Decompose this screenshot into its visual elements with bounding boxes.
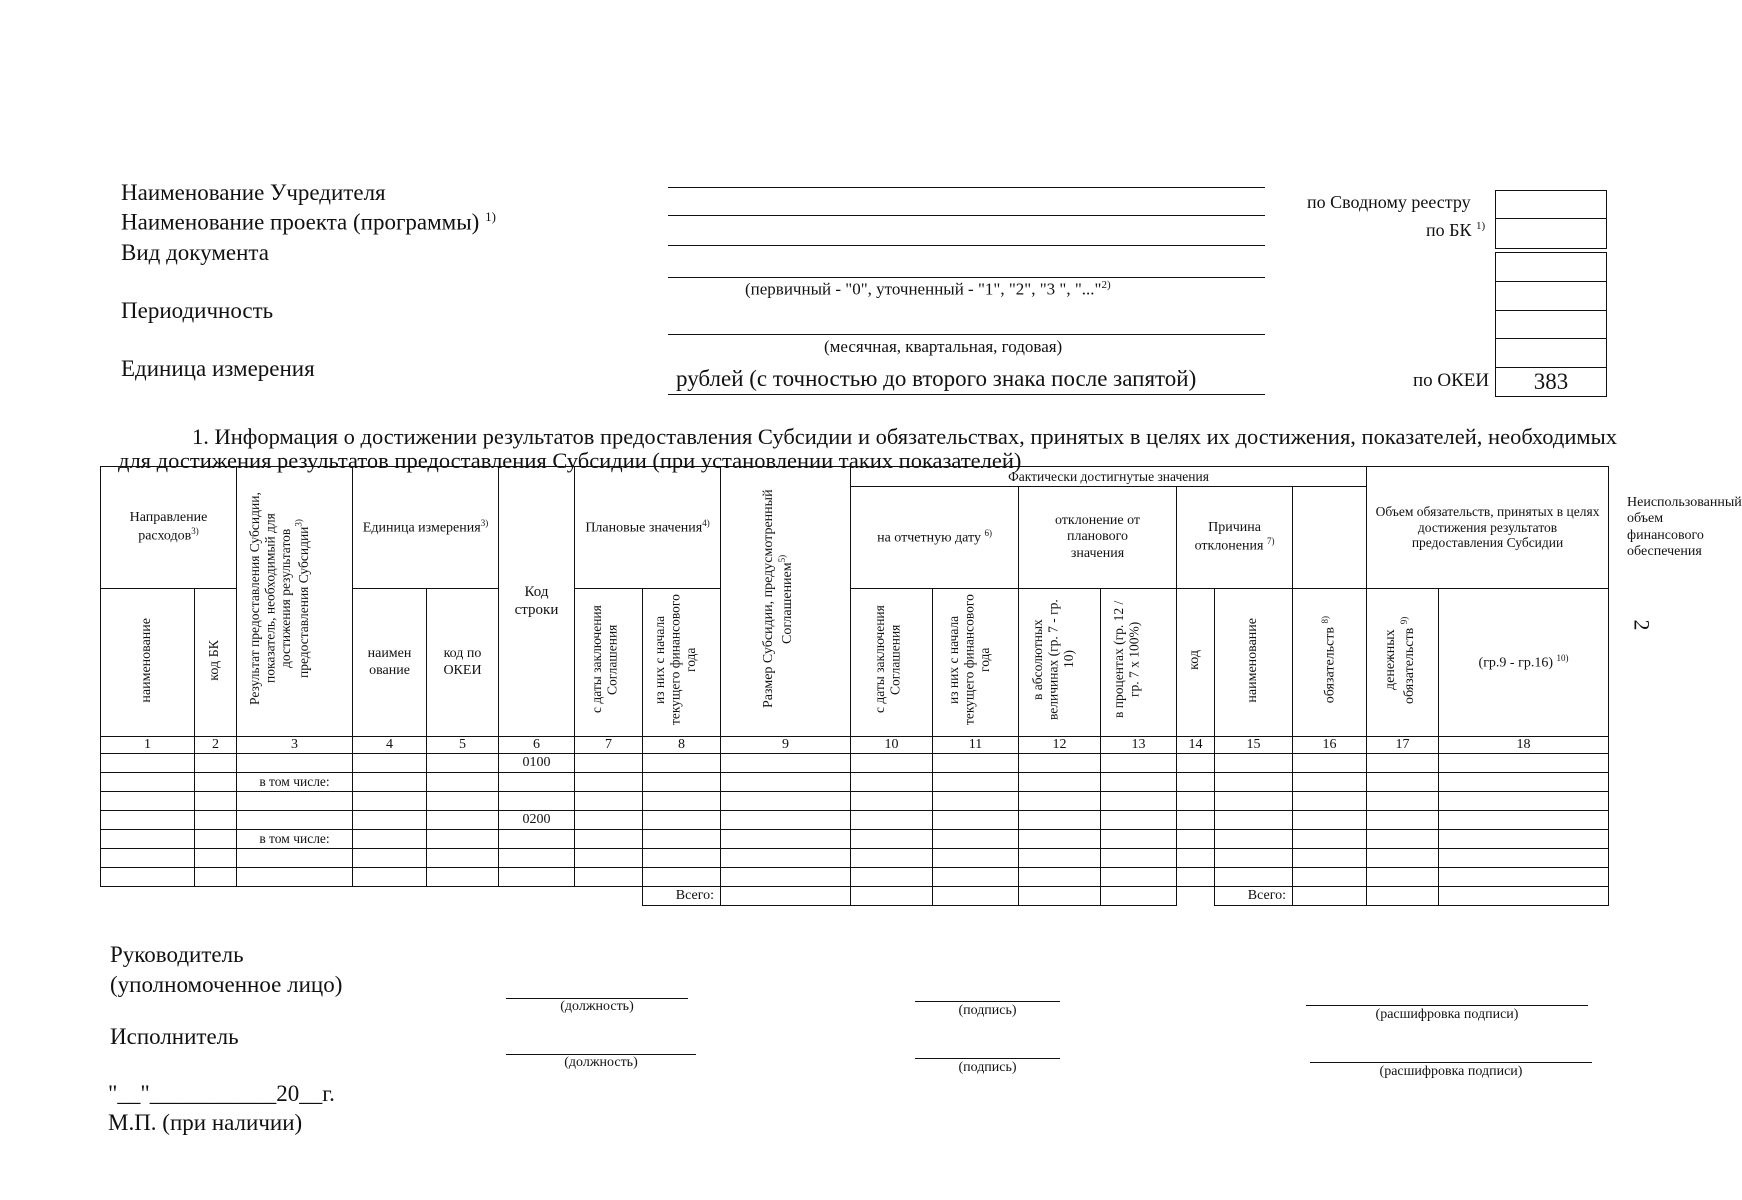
executor-position-caption: (должность): [564, 1055, 638, 1070]
row-code-0200: 0200: [499, 811, 575, 830]
founder-label: Наименование Учредителя: [121, 180, 386, 205]
project-line[interactable]: [668, 215, 1265, 216]
header-at-date: на отчетную дату $^{6)}$: [851, 487, 1019, 589]
total-label-plan: Всего:: [643, 887, 721, 906]
col-number: 5: [427, 737, 499, 754]
section-title: 1. Информация о достижении результатов предоставления Субсидии и обязательствах, принятых в целях их достижения, показателей, необходимых для достижения результатов предоставления Субсидии (при установлении таких показателей): [118, 424, 1618, 473]
header-money: денежных обязательств $^{9)}$: [1367, 589, 1439, 737]
registry-code-box[interactable]: [1495, 190, 1607, 219]
doc-type-value-line[interactable]: [668, 277, 1265, 278]
including-label: в том числе:: [237, 830, 353, 849]
table-row[interactable]: [101, 830, 1609, 849]
col-number: 1: [101, 737, 195, 754]
col-number: 18: [1439, 737, 1609, 754]
col-number: 13: [1101, 737, 1177, 754]
header-from-year: из них с начала текущего финансового года: [933, 589, 1019, 737]
page-number: 2: [1629, 619, 1655, 631]
col-number: 3: [237, 737, 353, 754]
header-plan-from-year: из них с начала текущего финансового года: [643, 589, 721, 737]
extra-code-box-2[interactable]: [1495, 338, 1607, 368]
table-row[interactable]: [101, 868, 1609, 887]
header-actual: Фактически достигнутые значения: [851, 467, 1367, 487]
header-row-code: Код строки: [499, 467, 575, 737]
head-position-caption: (должность): [560, 999, 634, 1014]
header-bk: код БК: [195, 589, 237, 737]
executor-decoding-caption: (расшифровка подписи): [1379, 1064, 1523, 1079]
header-unit: Единица измерения$^{3)}$: [353, 467, 499, 589]
doc-type-code-box[interactable]: [1495, 252, 1607, 282]
header-pct: в процентах (гр. 12 / гр. 7 х 100%): [1101, 589, 1177, 737]
header-result: Результат предоставления Субсидии, показатель, необходимый для достижения результатов предоставления Субсидии$^{3)}$: [237, 467, 353, 737]
doc-type-label: Вид документа: [121, 240, 269, 265]
col-number: 16: [1293, 737, 1367, 754]
col-number: 10: [851, 737, 933, 754]
table-row[interactable]: [101, 811, 1609, 830]
unit-line: [668, 394, 1265, 395]
doc-type-hint: (первичный - "0", уточненный - "1", "2", "3 ", "..."$^{2)}$: [745, 279, 1111, 299]
header-obl: обязательств $^{8)}$: [1293, 589, 1367, 737]
header-plan-from-date: с даты заключения Соглашения: [575, 589, 643, 737]
table-row[interactable]: [101, 849, 1609, 868]
executor-label: Исполнитель: [110, 1024, 239, 1049]
head-signature-line[interactable]: [915, 1001, 1060, 1002]
periodicity-line[interactable]: [668, 334, 1265, 335]
periodicity-label: Периодичность: [121, 298, 274, 323]
total-row[interactable]: [101, 887, 1609, 906]
header-reason-name: наименование: [1215, 589, 1293, 737]
col-number: 15: [1215, 737, 1293, 754]
total-label-reason: Всего:: [1215, 887, 1293, 906]
header-unit-name: наимен ование: [353, 589, 427, 737]
bk-label: по БК $^{1)}$: [1426, 220, 1486, 240]
header-name: наименование: [101, 589, 195, 737]
executor-signature-caption: (подпись): [958, 1060, 1017, 1075]
date-line[interactable]: "__"___________20__г.: [108, 1081, 335, 1106]
col-number: 9: [721, 737, 851, 754]
periodicity-hint: (месячная, квартальная, годовая): [824, 337, 1063, 356]
head-label-2: (уполномоченное лицо): [110, 972, 343, 997]
head-decoding-caption: (расшифровка подписи): [1375, 1007, 1519, 1022]
header-abs: в абсолютных величинах (гр. 7 - гр. 10): [1019, 589, 1101, 737]
col-number: 8: [643, 737, 721, 754]
table-row[interactable]: [101, 792, 1609, 811]
doc-type-line[interactable]: [668, 245, 1265, 246]
registry-label: по Сводному реестру: [1307, 192, 1471, 212]
header-reason: Причина отклонения $^{7)}$: [1177, 487, 1293, 589]
col-number: 7: [575, 737, 643, 754]
head-label: Руководитель: [110, 942, 244, 967]
col-number: 11: [933, 737, 1019, 754]
col-number: 17: [1367, 737, 1439, 754]
head-signature-caption: (подпись): [958, 1003, 1017, 1018]
header-deviation: отклонение от планового значения: [1019, 487, 1177, 589]
header-obligations: Объем обязательств, принятых в целях достижения результатов предоставления Субсидии: [1367, 467, 1609, 589]
executor-decoding-line[interactable]: [1310, 1062, 1592, 1063]
col-number: 6: [499, 737, 575, 754]
column-numbers-row: [101, 737, 1609, 754]
header-reason-code: код: [1177, 589, 1215, 737]
project-label: Наименование проекта (программы) $^{1)}$: [121, 209, 496, 235]
bk-code-box[interactable]: [1495, 218, 1607, 249]
col-number: 4: [353, 737, 427, 754]
stamp-label: М.П. (при наличии): [108, 1110, 303, 1135]
head-decoding-line[interactable]: [1306, 1005, 1588, 1006]
table-row[interactable]: [101, 754, 1609, 773]
col-number: 2: [195, 737, 237, 754]
header-unused-formula: (гр.9 - гр.16) $^{10)}$: [1439, 589, 1609, 737]
header-subsidy: Размер Субсидии, предусмотренный Соглашением$^{5)}$: [721, 467, 851, 737]
header-from-date: с даты заключения Соглашения: [851, 589, 933, 737]
okei-label: по ОКЕИ: [1413, 370, 1490, 391]
unit-label: Единица измерения: [121, 356, 315, 381]
periodicity-code-box[interactable]: [1495, 281, 1607, 311]
header-plan: Плановые значения$^{4)}$: [575, 467, 721, 589]
okei-code-box: 383: [1495, 367, 1607, 397]
unit-value: рублей (с точностью до второго знака после запятой): [676, 366, 1197, 391]
header-direction: Направление расходов$^{3)}$: [101, 467, 237, 589]
founder-line[interactable]: [668, 187, 1265, 188]
report-table: Направление расходов$^{3)}$ Результат предоставления Субсидии, показатель, необходимый для достижения результатов предоставления Субсидии$^{3)}$ Единица измерения$^{3)}$ Код строки Плановые значения$^{4)}$ Размер Субсидии, предусмотренный Соглашением$^{5)}$ Фактически достигнутые значения Объем обязательств, принятых в целях достижения результатов предоставления Субсидии Неиспользованный объем финансового обеспечения на отчетную дату $^{6)}$ отклонение от планового значения Причина отклонения $^{7)}$ наименование код БК наимен ование код по ОКЕИ с даты заключения Соглашения из них с начала текущего финансового года с даты заключения Соглашения из них с начала текущего финансового года в абсолютных величинах (гр. 7 - гр. 10) в процентах (гр. 12 / гр. 7 х 100%) код наименование обязательств $^{8)}$ денежных обязательств $^{9)}$ (гр.9 - гр.16) $^{10)}$ 1 2 3 4 5 6 7 8 9 10 11 12 13 14 15 16 17 18 0100 в том числе: 0200 в том числе: Всего: Всего:: [100, 466, 1609, 906]
col-number: 12: [1019, 737, 1101, 754]
executor-signature-line[interactable]: [915, 1058, 1060, 1059]
header-unit-okei: код по ОКЕИ: [427, 589, 499, 737]
including-label: в том числе:: [237, 773, 353, 792]
report-table-wrapper: [100, 466, 1742, 926]
col-number: 14: [1177, 737, 1215, 754]
extra-code-box[interactable]: [1495, 310, 1607, 339]
table-row[interactable]: [101, 773, 1609, 792]
row-code-0100: 0100: [499, 754, 575, 773]
